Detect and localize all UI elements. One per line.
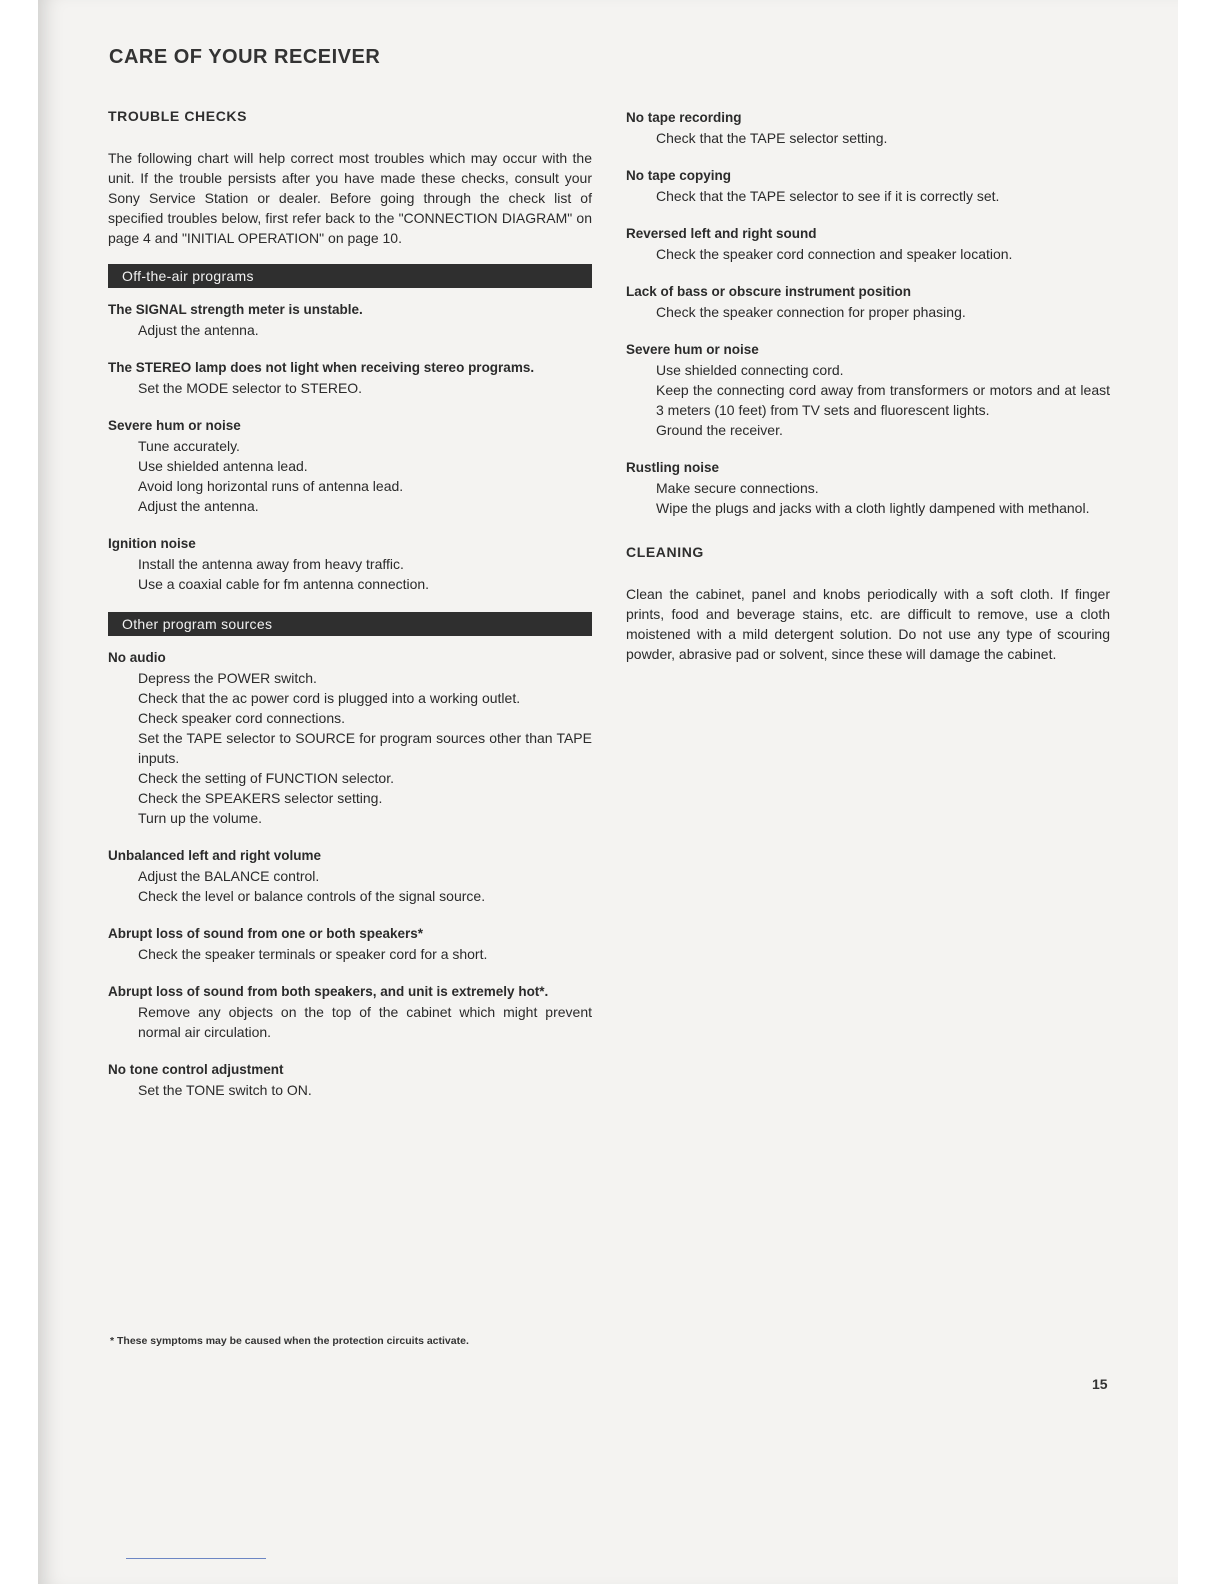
section-bar: Other program sources <box>108 612 592 636</box>
trouble-remedy: Install the antenna away from heavy traffic. <box>138 556 404 572</box>
trouble-remedy: Adjust the antenna. <box>138 498 259 514</box>
trouble-remedy: Check the speaker terminals or speaker cord for a short. <box>138 946 488 962</box>
trouble-symptom: No audio <box>108 650 166 665</box>
trouble-symptom: Abrupt loss of sound from one or both speakers* <box>108 926 424 941</box>
trouble-symptom: Lack of bass or obscure instrument position <box>626 284 912 299</box>
trouble-remedy: Wipe the plugs and jacks with a cloth lightly dampened with methanol. <box>656 500 1090 516</box>
trouble-item <box>108 1060 592 1100</box>
trouble-remedy: Check that the ac power cord is plugged into a working outlet. <box>138 690 521 706</box>
trouble-symptom: No tape recording <box>626 110 742 125</box>
scan-artifact-line <box>126 1558 266 1559</box>
trouble-item <box>108 982 592 1042</box>
page-number: 15 <box>1092 1376 1108 1392</box>
trouble-item <box>626 458 1110 518</box>
trouble-item <box>108 846 592 906</box>
trouble-remedy: Check speaker cord connections. <box>138 710 345 726</box>
trouble-symptom: No tone control adjustment <box>108 1062 284 1077</box>
trouble-remedy: Set the TAPE selector to SOURCE for program sources other than TAPE inputs. <box>138 730 592 766</box>
trouble-symptom: Abrupt loss of sound from both speakers, and unit is extremely hot*. <box>108 984 549 999</box>
trouble-remedy: Check that the TAPE selector setting. <box>656 130 888 146</box>
trouble-intro: The following chart will help correct most troubles which may occur with the unit. If the trouble persists after you have made these checks, consult your Sony Service Station or dealer. Before going through the check list of specified troubles below, first refer back to the "CONNECTION DIAGRAM" on page 4 and "INITIAL OPERATION" on page 10. <box>108 150 592 246</box>
trouble-symptom: Unbalanced left and right volume <box>108 848 322 863</box>
trouble-remedy: Adjust the antenna. <box>138 322 259 338</box>
trouble-remedy: Depress the POWER switch. <box>138 670 317 686</box>
trouble-items-continued <box>626 108 1110 518</box>
trouble-symptom: Ignition noise <box>108 536 196 551</box>
trouble-remedy: Ground the receiver. <box>656 422 783 438</box>
cleaning-text: Clean the cabinet, panel and knobs periodically with a soft cloth. If finger prints, food and beverage stains, etc. are difficult to remove, use a cloth moistened with a mild detergent solution. Do not use any type of scouring powder, abrasive pad or solvent, since these will damage the cabinet. <box>626 586 1110 662</box>
trouble-symptom: The STEREO lamp does not light when receiving stereo programs. <box>108 360 535 375</box>
trouble-remedy: Make secure connections. <box>656 480 819 496</box>
trouble-item <box>108 648 592 828</box>
trouble-sections <box>108 264 592 1100</box>
trouble-item <box>108 534 592 594</box>
trouble-symptom: No tape copying <box>626 168 732 183</box>
trouble-remedy: Avoid long horizontal runs of antenna lead. <box>138 478 404 494</box>
section-bar: Off-the-air programs <box>108 264 592 288</box>
footnote: * These symptoms may be caused when the protection circuits activate. <box>110 1335 469 1347</box>
trouble-item <box>108 416 592 516</box>
trouble-remedy: Turn up the volume. <box>138 810 262 826</box>
trouble-item <box>626 108 1110 148</box>
trouble-remedy: Check the speaker cord connection and speaker location. <box>656 246 1013 262</box>
trouble-remedy: Check the level or balance controls of the signal source. <box>138 888 486 904</box>
trouble-remedy: Check the speaker connection for proper phasing. <box>656 304 966 320</box>
left-column <box>108 108 592 1118</box>
trouble-remedy: Use a coaxial cable for fm antenna connection. <box>138 576 430 592</box>
trouble-symptom: Severe hum or noise <box>626 342 759 357</box>
trouble-symptom: Rustling noise <box>626 460 720 475</box>
trouble-item <box>626 340 1110 440</box>
right-column <box>626 108 1110 664</box>
trouble-checks-heading: TROUBLE CHECKS <box>108 108 248 124</box>
trouble-remedy: Use shielded connecting cord. <box>656 362 844 378</box>
trouble-item <box>626 282 1110 322</box>
trouble-item <box>626 224 1110 264</box>
trouble-remedy: Set the TONE switch to ON. <box>138 1082 312 1098</box>
trouble-remedy: Keep the connecting cord away from transformers or motors and at least 3 meters (10 feet) from TV sets and fluorescent lights. <box>656 382 1110 418</box>
trouble-remedy: Remove any objects on the top of the cabinet which might prevent normal air circulation. <box>138 1004 592 1040</box>
trouble-remedy: Use shielded antenna lead. <box>138 458 308 474</box>
trouble-remedy: Tune accurately. <box>138 438 240 454</box>
trouble-symptom: Severe hum or noise <box>108 418 241 433</box>
trouble-remedy: Adjust the BALANCE control. <box>138 868 320 884</box>
trouble-symptom: Reversed left and right sound <box>626 226 817 241</box>
cleaning-heading: CLEANING <box>626 544 704 560</box>
trouble-item <box>626 166 1110 206</box>
trouble-remedy: Check the setting of FUNCTION selector. <box>138 770 394 786</box>
trouble-remedy: Check the SPEAKERS selector setting. <box>138 790 383 806</box>
trouble-item <box>108 358 592 398</box>
trouble-symptom: The SIGNAL strength meter is unstable. <box>108 302 363 317</box>
trouble-item <box>108 300 592 340</box>
trouble-remedy: Set the MODE selector to STEREO. <box>138 380 363 396</box>
trouble-remedy: Check that the TAPE selector to see if it is correctly set. <box>656 188 1000 204</box>
page-title: CARE OF YOUR RECEIVER <box>109 46 381 68</box>
trouble-item <box>108 924 592 964</box>
